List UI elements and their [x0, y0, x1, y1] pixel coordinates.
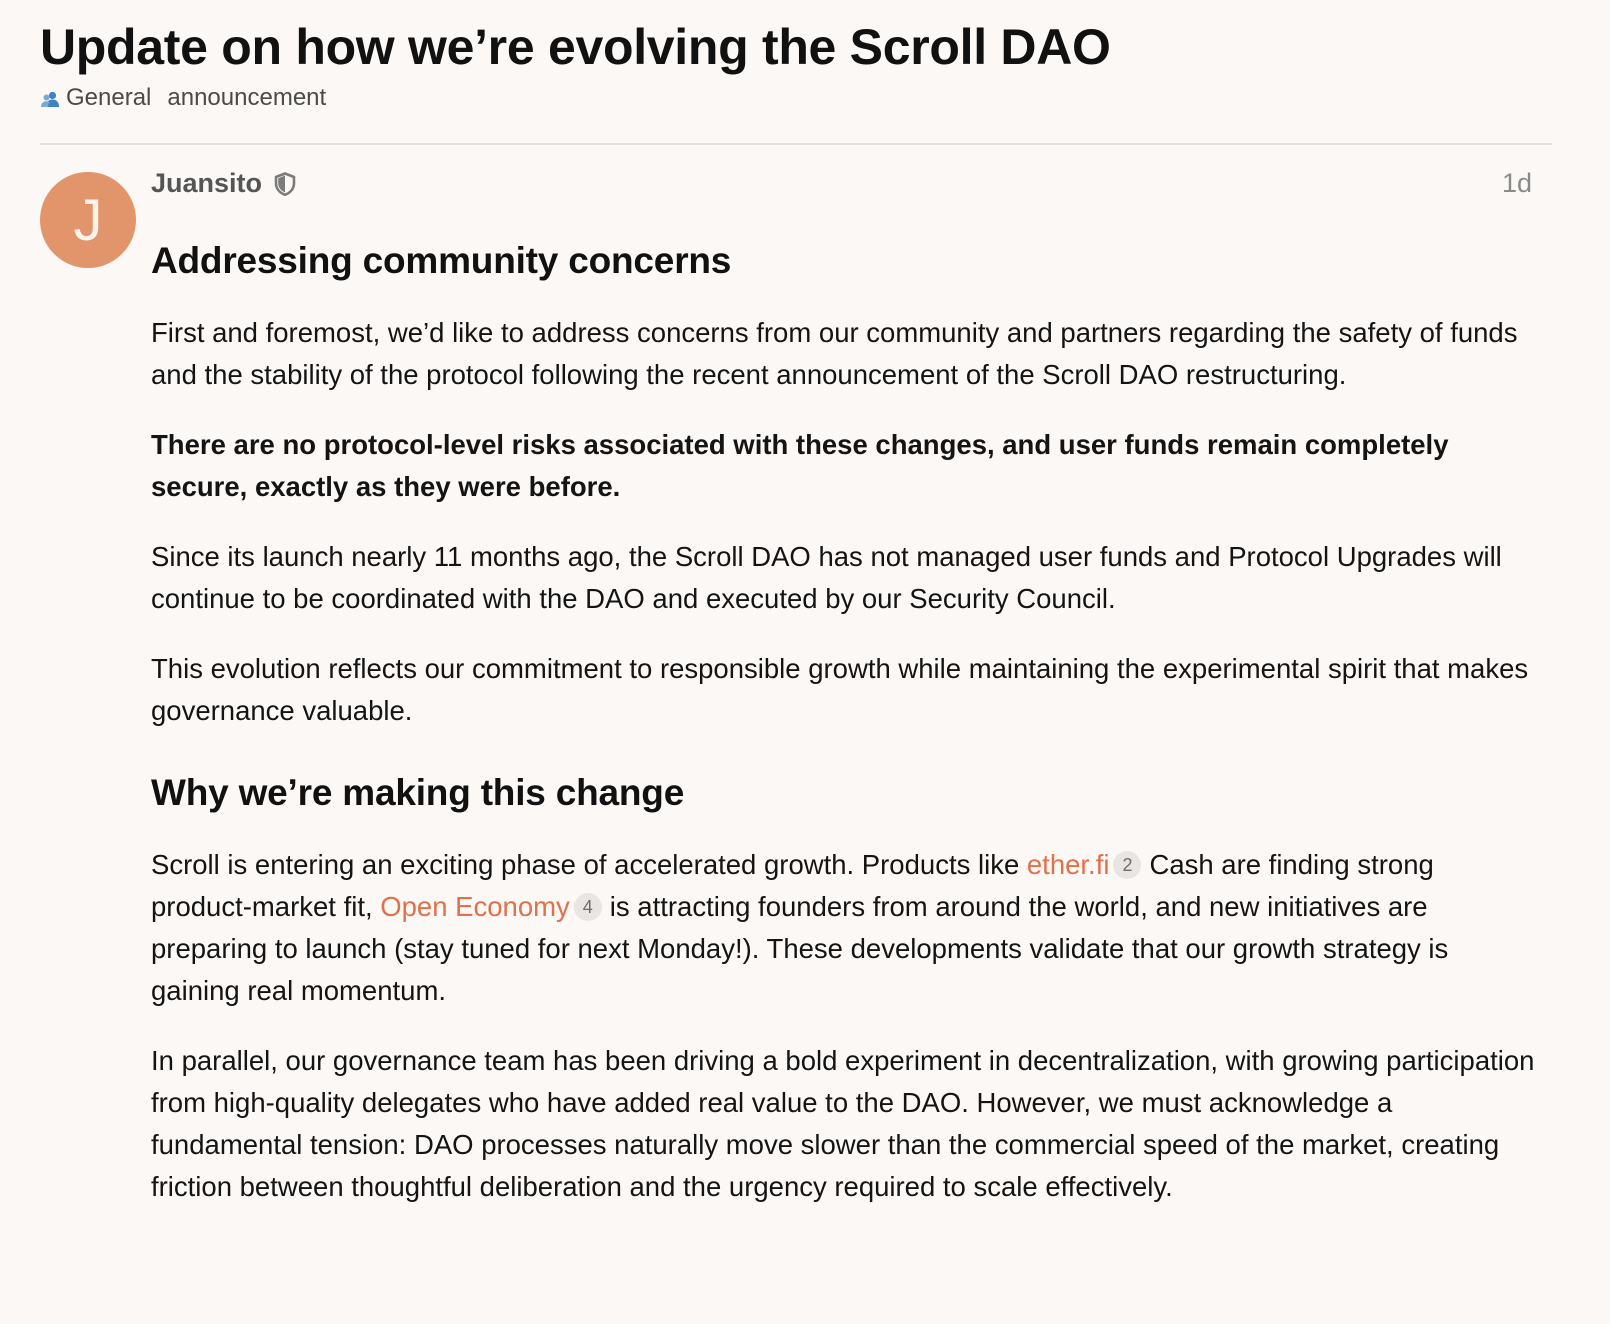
- topic-title[interactable]: Update on how we’re evolving the Scroll DAO: [40, 19, 1111, 75]
- paragraph-text: Cash are finding strong product-market fit,: [151, 849, 1434, 922]
- paragraph-text: Scroll is entering an exciting phase of accelerated growth. Products like: [151, 849, 1027, 880]
- title-divider: [40, 143, 1552, 145]
- section-heading-why: Why we’re making this change: [151, 772, 685, 813]
- category-label: General: [66, 84, 152, 111]
- category-badge[interactable]: [40, 84, 151, 112]
- post-body: [151, 226, 1536, 1236]
- people-icon: [40, 88, 60, 108]
- bold-paragraph: There are no protocol-level risks associated with these changes, and user funds remain completely secure, exactly as they were before.: [151, 429, 1449, 502]
- paragraph-text: is attracting founders from around the world, and new initiatives are preparing to launch (stay tuned for next Monday!). These developments validate that our growth strategy is gaining real momentum.: [151, 891, 1449, 1006]
- click-count-badge: 4: [574, 893, 602, 921]
- avatar[interactable]: J: [40, 172, 136, 268]
- paragraph: In parallel, our governance team has been driving a bold experiment in decentralization, with growing participation from high-quality delegates who have added real value to the DAO. However, we must acknowledge a fundamental tension: DAO processes naturally move slower than the commercial speed of the market, creating friction between thoughtful deliberation and the urgency required to scale effectively.: [151, 1045, 1535, 1202]
- author-name[interactable]: Juansito: [151, 168, 263, 198]
- link-etherfi[interactable]: ether.fi: [1026, 849, 1110, 880]
- paragraph-with-links: [151, 844, 1536, 1012]
- post-date[interactable]: 1d: [1501, 168, 1532, 198]
- paragraph: Since its launch nearly 11 months ago, the Scroll DAO has not managed user funds and Protocol Upgrades will continue to be coordinated with the DAO and executed by our Security Council.: [151, 541, 1502, 614]
- tag-announcement[interactable]: announcement: [167, 84, 327, 111]
- topic-meta: [40, 84, 326, 112]
- paragraph: First and foremost, we’d like to address concerns from our community and partners regarding the safety of funds and the stability of the protocol following the recent announcement of the Scroll DAO restructuring.: [151, 317, 1518, 390]
- link-open-economy[interactable]: Open Economy: [380, 891, 570, 922]
- click-count-badge: 2: [1113, 851, 1141, 879]
- paragraph: This evolution reflects our commitment to responsible growth while maintaining the experimental spirit that makes governance valuable.: [151, 653, 1529, 726]
- section-heading-concerns: Addressing community concerns: [151, 240, 732, 281]
- post-header: [151, 168, 296, 199]
- shield-icon: [274, 172, 296, 196]
